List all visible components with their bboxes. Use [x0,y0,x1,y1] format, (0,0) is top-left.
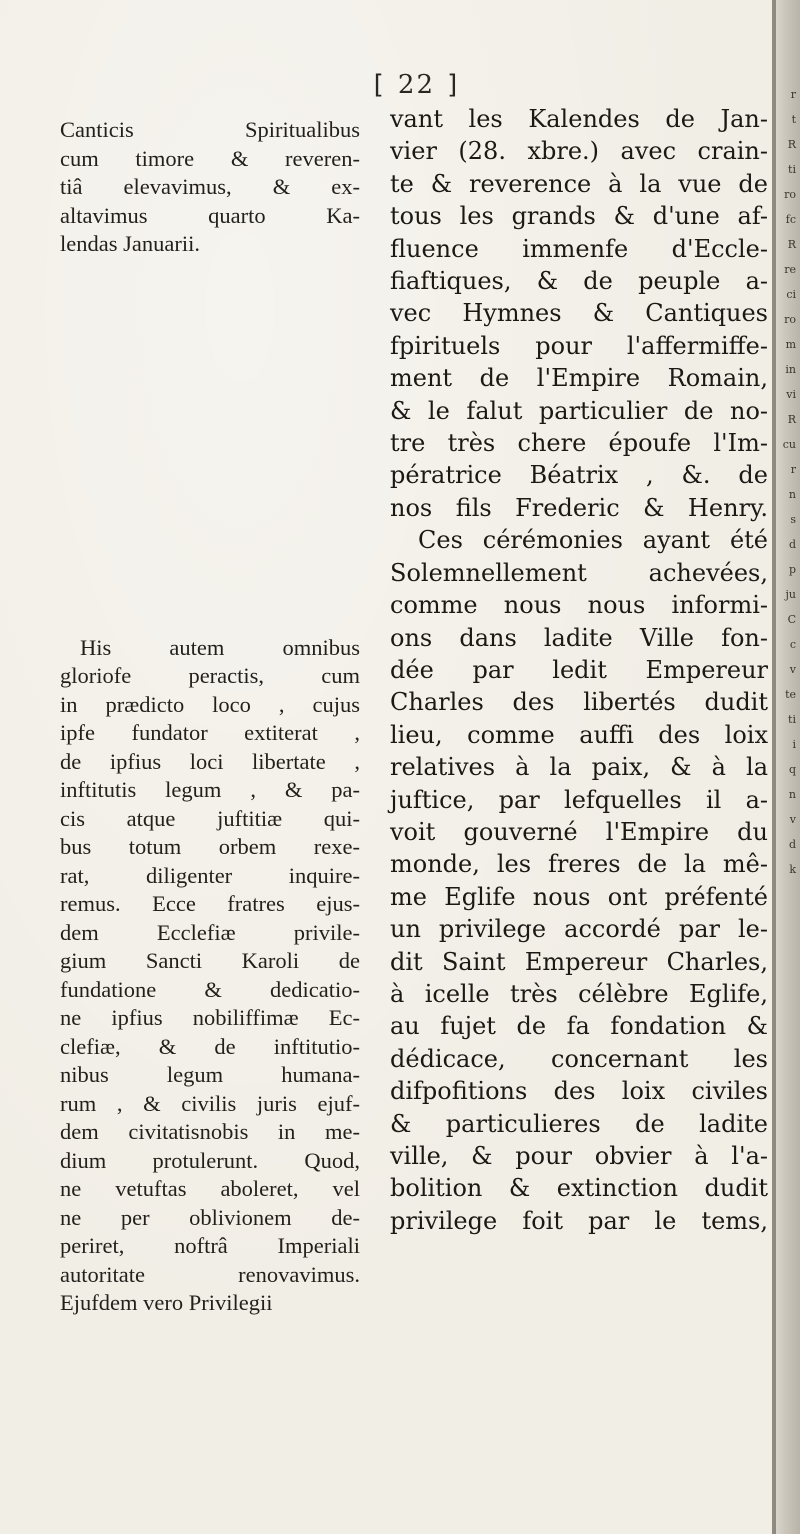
french-line: & le falut particulier de no- [390,396,768,425]
latin-line: gium Sancti Karoli de [60,948,360,973]
page-number [370,70,463,100]
adjacent-page-fragment: ti [788,713,796,726]
adjacent-page-fragment: v [789,813,796,826]
adjacent-page-fragment: q [788,763,796,776]
latin-line: altavimus quarto Ka- [60,202,360,228]
adjacent-page-fragment: C [787,613,796,626]
french-line: au fujet de fa fondation & [390,1012,768,1041]
french-line: ment de l'Empire Romain, [390,364,768,393]
latin-line: ne vetuftas aboleret, vel [60,1176,360,1201]
french-line: monde, les freres de la mê- [390,850,768,879]
french-line: tre très chere époufe l'Im- [390,429,768,458]
french-line: dée par ledit Empereur [390,655,768,684]
french-line: dédicace, concernant les [390,1044,768,1073]
latin-line: dem civitatisnobis in me- [60,1119,360,1144]
french-line: vant les Kalendes de Jan- [390,105,768,133]
latin-line: Ejufdem vero Privilegii [60,1290,273,1315]
latin-paragraph-2 [60,634,360,1318]
adjacent-page-fragment: in [785,363,796,376]
french-line: comme nous nous informi- [390,591,768,620]
french-line: à icelle très célèbre Eglife, [390,979,768,1008]
french-line: relatives à la paix, & à la [390,753,768,782]
french-line: voit gouverné l'Empire du [390,817,768,846]
french-line: bolition & extinction dudit [390,1174,768,1203]
french-line: lieu, comme auffi des loix [390,720,768,749]
latin-line: dium protulerunt. Quod, [60,1147,360,1173]
latin-line: periret, noftrâ Imperiali [60,1233,360,1258]
adjacent-page-fragment: i [792,738,796,751]
latin-line: Canticis Spiritualibus [60,117,360,142]
latin-line: nibus legum humana- [60,1062,360,1087]
adjacent-page-fragment: fc [785,213,796,226]
page-number-open-bracket: [ [370,70,388,100]
latin-line: lendas Januarii. [60,231,200,256]
french-line: tous les grands & d'une af- [390,202,768,231]
page-number-value: 22 [397,70,436,100]
french-line: vec Hymnes & Cantiques [390,299,768,328]
adjacent-page-fragment: R [787,238,796,251]
french-line: ons dans ladite Ville fon- [390,623,768,652]
adjacent-page-fragment: n [788,488,796,501]
latin-line: bus totum orbem rexe- [60,834,360,859]
adjacent-page-fragment: ju [785,588,796,601]
french-line: privilege foit par le tems, [390,1206,768,1235]
french-line: & particulieres de ladite [390,1109,768,1138]
latin-line: ne per oblivionem de- [60,1204,360,1230]
french-line: fiaftiques, & de peuple a- [390,267,768,296]
french-line: nos fils Frederic & Henry. [390,493,768,522]
latin-line: dem Ecclefiæ privile- [60,919,360,945]
latin-line: tiâ elevavimus, & ex- [60,174,360,199]
latin-line: rat, diligenter inquire- [60,862,360,888]
adjacent-page-fragment: m [785,338,796,351]
latin-line: cum timore & reveren- [60,145,360,171]
french-line: fpirituels pour l'affermiffe- [390,331,768,360]
adjacent-page-fragment: ti [788,163,796,176]
adjacent-page-fragment: r [790,88,796,101]
latin-line: gloriofe peractis, cum [60,663,360,688]
page-number-close-bracket: ] [445,70,463,100]
adjacent-page-fragment: d [788,538,796,551]
adjacent-page-fragment: k [789,863,796,876]
latin-line: autoritate renovavimus. [60,1261,360,1287]
latin-line: ipfe fundator extiterat , [60,720,360,745]
french-line: pératrice Béatrix , &. de [390,461,768,490]
french-line: me Eglife nous ont préfenté [390,882,768,911]
french-line: difpofitions des loix civiles [390,1077,768,1106]
adjacent-page-fragment: ro [784,188,796,201]
latin-paragraph-1 [60,116,360,259]
french-line: dit Saint Empereur Charles, [390,947,768,976]
latin-line: inftitutis legum , & pa- [60,777,360,802]
adjacent-page-fragment: p [788,563,796,576]
french-line: te & reverence à la vue de [390,169,768,198]
latin-line: His autem omnibus [80,634,360,660]
latin-line: clefiæ, & de inftitutio- [60,1033,360,1059]
french-line: vier (28. xbre.) avec crain- [390,137,768,166]
french-line: Solemnellement achevées, [390,558,768,587]
adjacent-page-fragment: s [790,513,796,526]
latin-line: rum , & civilis juris ejuf- [60,1090,360,1116]
latin-line: cis atque juftitiæ qui- [60,805,360,831]
adjacent-page-fragment: d [788,838,796,851]
latin-line: fundatione & dedicatio- [60,976,360,1002]
french-column [390,103,768,1237]
adjacent-page-fragment: c [789,638,796,651]
adjacent-page-edge [774,0,800,1534]
adjacent-page-fragment: v [789,663,796,676]
adjacent-page-fragment: te [785,688,796,701]
latin-line: ne ipfius nobiliffimæ Ec- [60,1005,360,1030]
adjacent-page-fragment: r [790,463,796,476]
latin-line: remus. Ecce fratres ejus- [60,891,360,916]
adjacent-page-fragment: cu [782,438,796,451]
french-line: ville, & pour obvier à l'a- [390,1142,768,1170]
adjacent-page-fragment: re [784,263,796,276]
adjacent-page-fragment: n [788,788,796,801]
french-line: juftice, par lefquelles il a- [390,785,768,814]
adjacent-page-fragment: R [787,413,796,426]
adjacent-page-fragment: t [791,113,796,126]
adjacent-page-fragment: ci [786,288,796,301]
french-line: un privilege accordé par le- [390,915,768,944]
french-line: fluence immenfe d'Eccle- [390,234,768,263]
adjacent-page-fragment: ro [784,313,796,326]
latin-column [60,116,360,1318]
adjacent-page-fragment: R [787,138,796,151]
latin-line: de ipfius loci libertate , [60,748,360,774]
adjacent-page-fragment: vi [786,388,796,401]
latin-line: in prædicto loco , cujus [60,691,360,717]
french-line: Charles des libertés dudit [390,688,768,717]
french-line: Ces cérémonies ayant été [418,526,768,555]
